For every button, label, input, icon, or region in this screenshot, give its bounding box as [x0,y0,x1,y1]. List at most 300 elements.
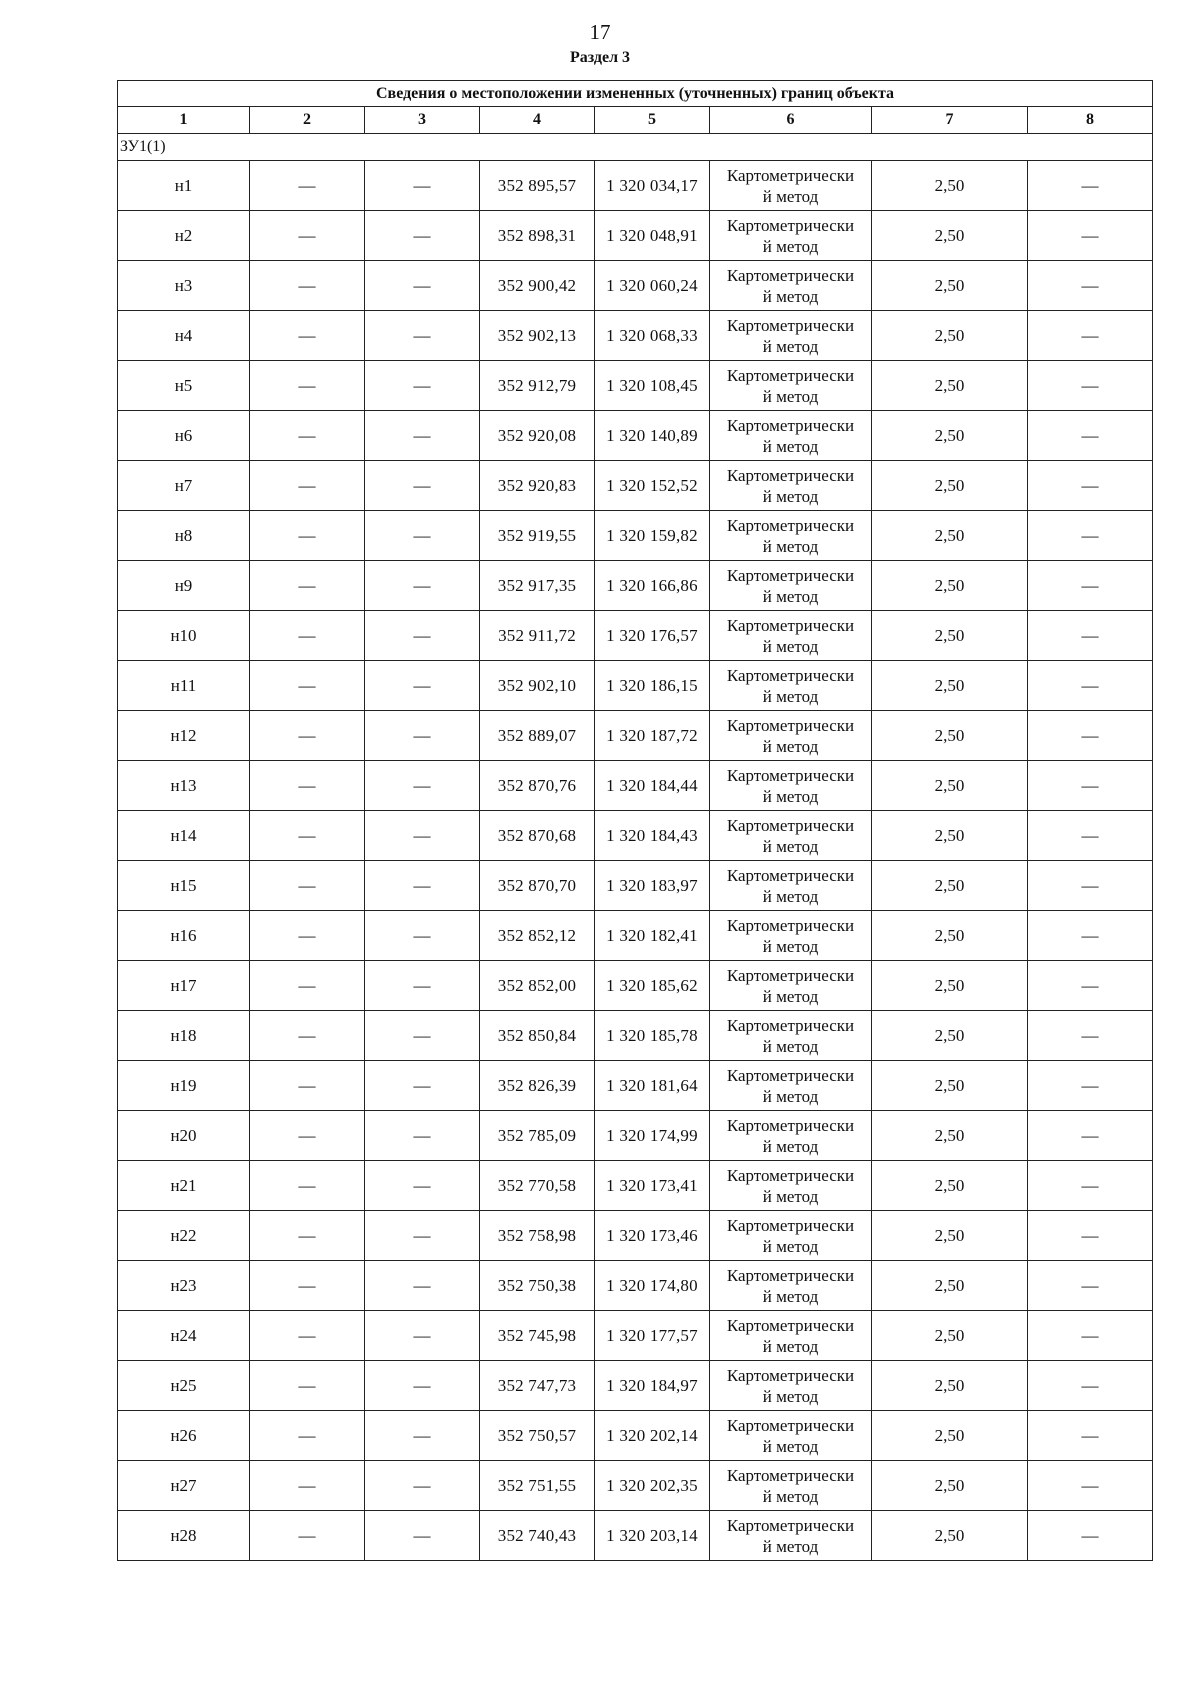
method-line-1: Картометрически [726,1465,855,1485]
y-coordinate-cell: 1 320 108,45 [595,361,710,411]
table-row [118,1461,1153,1511]
point-name-cell: н23 [118,1261,250,1311]
empty-cell: — [1028,1161,1153,1211]
y-coordinate-cell: 1 320 184,97 [595,1361,710,1411]
table-row [118,1211,1153,1261]
method-line-1: Картометрически [726,1215,855,1235]
method-cell [710,1011,872,1061]
x-coordinate-cell: 352 750,57 [480,1411,595,1461]
empty-cell: — [365,361,480,411]
method-line-1: Картометрически [726,1415,855,1435]
method-line-1: Картометрически [726,915,855,935]
empty-cell: — [1028,1261,1153,1311]
x-coordinate-cell: 352 870,76 [480,761,595,811]
method-cell [710,1161,872,1211]
method-line-2: й метод [762,536,819,556]
empty-cell: — [1028,1511,1153,1561]
empty-cell: — [250,1261,365,1311]
method-line-2: й метод [762,636,819,656]
x-coordinate-cell: 352 900,42 [480,261,595,311]
empty-cell: — [250,961,365,1011]
accuracy-cell: 2,50 [872,361,1028,411]
method-line-2: й метод [762,1336,819,1356]
method-cell [710,1411,872,1461]
method-cell [710,661,872,711]
empty-cell: — [250,761,365,811]
point-name-cell: н3 [118,261,250,311]
accuracy-cell: 2,50 [872,211,1028,261]
table-row [118,361,1153,411]
accuracy-cell: 2,50 [872,761,1028,811]
empty-cell: — [1028,761,1153,811]
page-number: 17 [589,20,611,44]
table-caption-row [118,81,1153,107]
empty-cell: — [1028,361,1153,411]
point-name-cell: н16 [118,911,250,961]
table-row [118,1361,1153,1411]
y-coordinate-cell: 1 320 159,82 [595,511,710,561]
method-line-2: й метод [762,236,819,256]
y-coordinate-cell: 1 320 202,35 [595,1461,710,1511]
empty-cell: — [365,411,480,461]
empty-cell: — [250,1511,365,1561]
x-coordinate-cell: 352 895,57 [480,161,595,211]
y-coordinate-cell: 1 320 183,97 [595,861,710,911]
column-number: 8 [1028,107,1153,134]
point-name-cell: н26 [118,1411,250,1461]
y-coordinate-cell: 1 320 152,52 [595,461,710,511]
empty-cell: — [1028,1361,1153,1411]
accuracy-cell: 2,50 [872,1111,1028,1161]
method-cell [710,961,872,1011]
empty-cell: — [365,711,480,761]
empty-cell: — [365,1411,480,1461]
point-name-cell: н28 [118,1511,250,1561]
empty-cell: — [1028,161,1153,211]
empty-cell: — [365,761,480,811]
method-line-2: й метод [762,436,819,456]
method-line-2: й метод [762,886,819,906]
method-cell [710,711,872,761]
empty-cell: — [365,961,480,1011]
empty-cell: — [1028,1011,1153,1061]
y-coordinate-cell: 1 320 048,91 [595,211,710,261]
method-cell [710,261,872,311]
empty-cell: — [1028,511,1153,561]
empty-cell: — [1028,411,1153,461]
x-coordinate-cell: 352 917,35 [480,561,595,611]
empty-cell: — [365,1461,480,1511]
empty-cell: — [250,1061,365,1111]
empty-cell: — [365,561,480,611]
x-coordinate-cell: 352 912,79 [480,361,595,411]
point-name-cell: н7 [118,461,250,511]
method-line-2: й метод [762,1536,819,1556]
empty-cell: — [250,661,365,711]
accuracy-cell: 2,50 [872,261,1028,311]
group-row [118,134,1153,161]
x-coordinate-cell: 352 770,58 [480,1161,595,1211]
empty-cell: — [250,711,365,761]
empty-cell: — [365,311,480,361]
method-line-1: Картометрически [726,865,855,885]
point-name-cell: н24 [118,1311,250,1361]
point-name-cell: н9 [118,561,250,611]
method-line-1: Картометрически [726,565,855,585]
accuracy-cell: 2,50 [872,861,1028,911]
x-coordinate-cell: 352 920,83 [480,461,595,511]
method-cell [710,211,872,261]
table-row [118,711,1153,761]
x-coordinate-cell: 352 889,07 [480,711,595,761]
table-row [118,1311,1153,1361]
method-cell [710,461,872,511]
empty-cell: — [250,1211,365,1261]
column-number: 3 [365,107,480,134]
empty-cell: — [1028,1211,1153,1261]
accuracy-cell: 2,50 [872,411,1028,461]
empty-cell: — [250,1361,365,1411]
method-line-2: й метод [762,386,819,406]
x-coordinate-cell: 352 826,39 [480,1061,595,1111]
method-line-1: Картометрически [726,1015,855,1035]
empty-cell: — [250,1461,365,1511]
empty-cell: — [365,861,480,911]
point-name-cell: н12 [118,711,250,761]
point-name-cell: н18 [118,1011,250,1061]
table-row [118,611,1153,661]
table-row [118,961,1153,1011]
empty-cell: — [1028,661,1153,711]
method-line-1: Картометрически [726,715,855,735]
accuracy-cell: 2,50 [872,1261,1028,1311]
accuracy-cell: 2,50 [872,1311,1028,1361]
method-line-2: й метод [762,686,819,706]
empty-cell: — [250,1411,365,1461]
method-cell [710,761,872,811]
empty-cell: — [1028,911,1153,961]
method-cell [710,1211,872,1261]
x-coordinate-cell: 352 852,00 [480,961,595,1011]
method-line-1: Картометрически [726,1165,855,1185]
method-cell [710,911,872,961]
empty-cell: — [250,161,365,211]
empty-cell: — [1028,1061,1153,1111]
method-cell [710,1311,872,1361]
empty-cell: — [365,911,480,961]
x-coordinate-cell: 352 911,72 [480,611,595,661]
x-coordinate-cell: 352 740,43 [480,1511,595,1561]
method-line-2: й метод [762,586,819,606]
method-line-1: Картометрически [726,465,855,485]
y-coordinate-cell: 1 320 034,17 [595,161,710,211]
accuracy-cell: 2,50 [872,961,1028,1011]
y-coordinate-cell: 1 320 182,41 [595,911,710,961]
method-line-2: й метод [762,1286,819,1306]
y-coordinate-cell: 1 320 166,86 [595,561,710,611]
method-line-2: й метод [762,1036,819,1056]
x-coordinate-cell: 352 852,12 [480,911,595,961]
table-row [118,1411,1153,1461]
method-line-2: й метод [762,1136,819,1156]
table-row [118,411,1153,461]
accuracy-cell: 2,50 [872,511,1028,561]
method-line-1: Картометрически [726,815,855,835]
y-coordinate-cell: 1 320 174,80 [595,1261,710,1311]
empty-cell: — [365,661,480,711]
x-coordinate-cell: 352 758,98 [480,1211,595,1261]
method-line-2: й метод [762,1086,819,1106]
table-row [118,1061,1153,1111]
method-line-2: й метод [762,336,819,356]
method-line-1: Картометрически [726,965,855,985]
accuracy-cell: 2,50 [872,1161,1028,1211]
point-name-cell: н14 [118,811,250,861]
method-cell [710,1111,872,1161]
empty-cell: — [250,511,365,561]
point-name-cell: н10 [118,611,250,661]
x-coordinate-cell: 352 902,10 [480,661,595,711]
y-coordinate-cell: 1 320 176,57 [595,611,710,661]
column-number: 6 [710,107,872,134]
point-name-cell: н5 [118,361,250,411]
x-coordinate-cell: 352 750,38 [480,1261,595,1311]
accuracy-cell: 2,50 [872,461,1028,511]
empty-cell: — [365,161,480,211]
accuracy-cell: 2,50 [872,1061,1028,1111]
y-coordinate-cell: 1 320 174,99 [595,1111,710,1161]
empty-cell: — [365,1011,480,1061]
empty-cell: — [250,611,365,661]
empty-cell: — [250,561,365,611]
x-coordinate-cell: 352 920,08 [480,411,595,461]
empty-cell: — [365,1211,480,1261]
y-coordinate-cell: 1 320 173,46 [595,1211,710,1261]
method-cell [710,311,872,361]
x-coordinate-cell: 352 850,84 [480,1011,595,1061]
table-row [118,1511,1153,1561]
y-coordinate-cell: 1 320 068,33 [595,311,710,361]
y-coordinate-cell: 1 320 184,44 [595,761,710,811]
empty-cell: — [365,1161,480,1211]
method-line-1: Картометрически [726,265,855,285]
boundary-table [117,80,1153,1561]
empty-cell: — [365,211,480,261]
section-title: Раздел 3 [569,49,631,66]
table-row [118,1011,1153,1061]
method-line-2: й метод [762,1236,819,1256]
point-name-cell: н21 [118,1161,250,1211]
method-line-1: Картометрически [726,665,855,685]
x-coordinate-cell: 352 919,55 [480,511,595,561]
y-coordinate-cell: 1 320 186,15 [595,661,710,711]
method-cell [710,611,872,661]
point-name-cell: н8 [118,511,250,561]
x-coordinate-cell: 352 870,70 [480,861,595,911]
method-line-1: Картометрически [726,615,855,635]
empty-cell: — [250,911,365,961]
empty-cell: — [250,261,365,311]
method-line-2: й метод [762,1386,819,1406]
accuracy-cell: 2,50 [872,1011,1028,1061]
method-line-1: Картометрически [726,1515,855,1535]
table-row [118,761,1153,811]
empty-cell: — [365,1511,480,1561]
column-number: 7 [872,107,1028,134]
method-line-2: й метод [762,936,819,956]
method-line-2: й метод [762,736,819,756]
empty-cell: — [1028,1111,1153,1161]
x-coordinate-cell: 352 898,31 [480,211,595,261]
method-line-2: й метод [762,286,819,306]
point-name-cell: н27 [118,1461,250,1511]
empty-cell: — [1028,261,1153,311]
empty-cell: — [1028,961,1153,1011]
empty-cell: — [365,1261,480,1311]
table-row [118,311,1153,361]
table-row [118,561,1153,611]
method-line-1: Картометрически [726,415,855,435]
empty-cell: — [365,511,480,561]
empty-cell: — [1028,611,1153,661]
method-line-1: Картометрически [726,765,855,785]
method-cell [710,411,872,461]
table-row [118,1261,1153,1311]
method-cell [710,161,872,211]
table-row [118,1111,1153,1161]
empty-cell: — [365,461,480,511]
method-cell [710,1511,872,1561]
point-name-cell: н20 [118,1111,250,1161]
method-cell [710,361,872,411]
table-row [118,861,1153,911]
y-coordinate-cell: 1 320 203,14 [595,1511,710,1561]
empty-cell: — [1028,1311,1153,1361]
method-line-1: Картометрически [726,165,855,185]
method-line-1: Картометрически [726,1065,855,1085]
y-coordinate-cell: 1 320 185,78 [595,1011,710,1061]
empty-cell: — [250,861,365,911]
accuracy-cell: 2,50 [872,1461,1028,1511]
empty-cell: — [1028,211,1153,261]
column-number: 4 [480,107,595,134]
method-line-1: Картометрически [726,1115,855,1135]
empty-cell: — [250,1111,365,1161]
point-name-cell: н15 [118,861,250,911]
column-number: 2 [250,107,365,134]
x-coordinate-cell: 352 902,13 [480,311,595,361]
column-number: 1 [118,107,250,134]
empty-cell: — [1028,561,1153,611]
empty-cell: — [1028,311,1153,361]
method-cell [710,861,872,911]
empty-cell: — [365,811,480,861]
point-name-cell: н25 [118,1361,250,1411]
y-coordinate-cell: 1 320 173,41 [595,1161,710,1211]
empty-cell: — [365,1311,480,1361]
accuracy-cell: 2,50 [872,311,1028,361]
point-name-cell: н6 [118,411,250,461]
method-line-2: й метод [762,836,819,856]
point-name-cell: н2 [118,211,250,261]
empty-cell: — [365,611,480,661]
point-name-cell: н17 [118,961,250,1011]
empty-cell: — [365,1361,480,1411]
method-line-2: й метод [762,986,819,1006]
y-coordinate-cell: 1 320 202,14 [595,1411,710,1461]
empty-cell: — [250,811,365,861]
empty-cell: — [365,1061,480,1111]
empty-cell: — [250,211,365,261]
point-name-cell: н22 [118,1211,250,1261]
accuracy-cell: 2,50 [872,911,1028,961]
empty-cell: — [250,461,365,511]
y-coordinate-cell: 1 320 181,64 [595,1061,710,1111]
point-name-cell: н1 [118,161,250,211]
x-coordinate-cell: 352 870,68 [480,811,595,861]
y-coordinate-cell: 1 320 185,62 [595,961,710,1011]
method-cell [710,511,872,561]
empty-cell: — [250,1311,365,1361]
method-cell [710,561,872,611]
empty-cell: — [250,1011,365,1061]
empty-cell: — [250,411,365,461]
accuracy-cell: 2,50 [872,811,1028,861]
accuracy-cell: 2,50 [872,561,1028,611]
method-line-1: Картометрически [726,365,855,385]
empty-cell: — [250,311,365,361]
accuracy-cell: 2,50 [872,661,1028,711]
method-line-2: й метод [762,486,819,506]
empty-cell: — [365,1111,480,1161]
y-coordinate-cell: 1 320 184,43 [595,811,710,861]
accuracy-cell: 2,50 [872,1361,1028,1411]
empty-cell: — [1028,711,1153,761]
point-name-cell: н4 [118,311,250,361]
method-line-1: Картометрически [726,315,855,335]
accuracy-cell: 2,50 [872,161,1028,211]
table-row [118,1161,1153,1211]
point-name-cell: н19 [118,1061,250,1111]
empty-cell: — [250,361,365,411]
empty-cell: — [1028,861,1153,911]
table-row [118,211,1153,261]
method-line-1: Картометрически [726,1265,855,1285]
empty-cell: — [1028,461,1153,511]
point-name-cell: н11 [118,661,250,711]
table-row [118,261,1153,311]
group-label: ЗУ1(1) [118,134,1153,161]
empty-cell: — [1028,811,1153,861]
method-cell [710,1261,872,1311]
method-line-1: Картометрически [726,515,855,535]
y-coordinate-cell: 1 320 060,24 [595,261,710,311]
table-caption: Сведения о местоположении измененных (уточненных) границ объекта [118,81,1153,107]
y-coordinate-cell: 1 320 187,72 [595,711,710,761]
empty-cell: — [1028,1411,1153,1461]
method-line-2: й метод [762,786,819,806]
x-coordinate-cell: 352 745,98 [480,1311,595,1361]
table-row [118,661,1153,711]
accuracy-cell: 2,50 [872,711,1028,761]
method-cell [710,1361,872,1411]
table-row [118,911,1153,961]
accuracy-cell: 2,50 [872,611,1028,661]
accuracy-cell: 2,50 [872,1511,1028,1561]
column-number-row [118,107,1153,134]
method-cell [710,811,872,861]
y-coordinate-cell: 1 320 140,89 [595,411,710,461]
